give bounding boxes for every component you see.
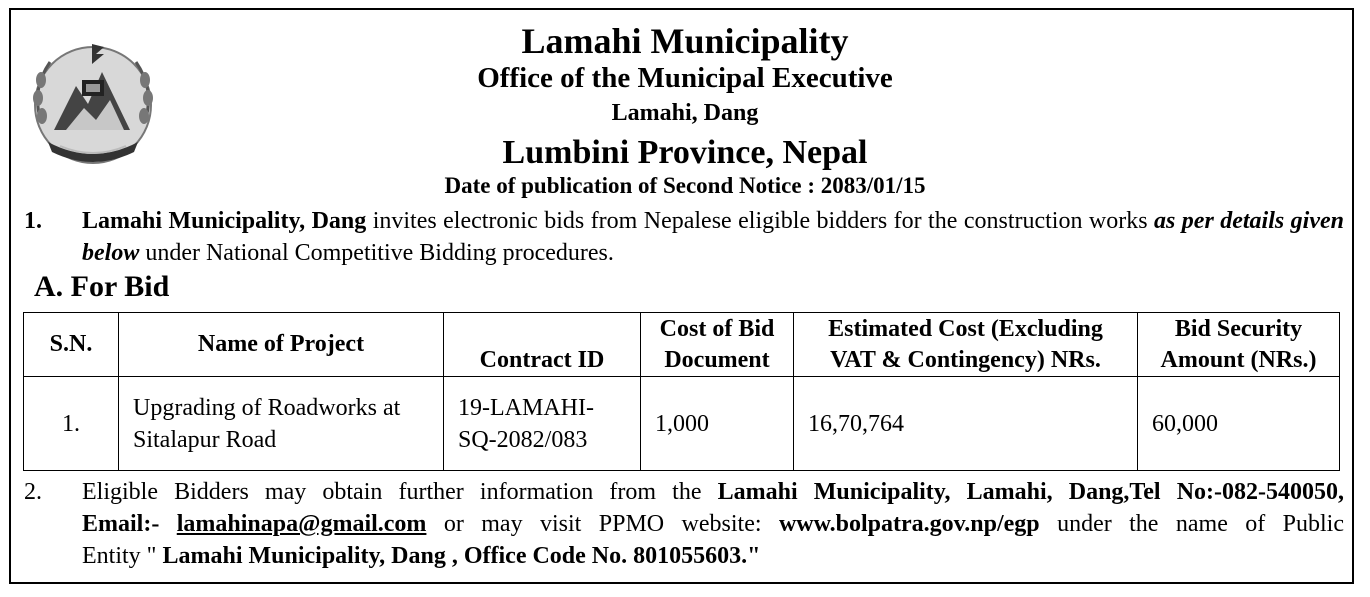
contract-id-line-2: SQ-2082/083 xyxy=(458,426,588,453)
clause-2-line-3 xyxy=(82,540,1344,572)
header-security-line-1: Bid Security xyxy=(1174,315,1303,342)
section-title: A. For Bid xyxy=(34,270,170,303)
cell-project-name xyxy=(119,377,444,471)
clause-1-text-a: invites electronic bids from Nepalese eligible bidders for the construction works xyxy=(366,208,1155,234)
website-link[interactable]: www.bolpatra.gov.np/egp xyxy=(778,511,1040,537)
project-name-line-1: Upgrading of Roadworks at xyxy=(133,394,401,421)
contact-details: Lamahi Municipality, Lamahi, Dang,Tel No:-082-540050, xyxy=(717,479,1344,505)
page-title: Lamahi Municipality xyxy=(521,21,849,61)
header-estimate-line-1: Estimated Cost (Excluding xyxy=(828,315,1103,342)
contract-id-line-1: 19-LAMAHI- xyxy=(458,394,594,421)
header-security-line-2: Amount (NRs.) xyxy=(1160,346,1317,373)
header-sn: S.N. xyxy=(24,313,119,377)
clause-2-text xyxy=(82,476,1344,572)
header-cost-line-1: Cost of Bid xyxy=(659,315,775,342)
clause-1-emphasis: as per details given below xyxy=(82,208,1344,266)
table-header-row xyxy=(24,313,1340,377)
email-label: Email:- xyxy=(82,511,177,537)
header-contract-id: Contract ID xyxy=(444,313,641,377)
header-project-name: Name of Project xyxy=(119,313,444,377)
clause-2-line-1-text: Eligible Bidders may obtain further information from the xyxy=(82,479,718,505)
header-estimated-cost xyxy=(794,313,1138,377)
header-estimate-line-2: VAT & Contingency) NRs. xyxy=(830,346,1101,373)
clause-2-number: 2. xyxy=(24,479,42,505)
clause-1-text xyxy=(82,205,1344,269)
office-name: Office of the Municipal Executive xyxy=(477,62,893,94)
cell-cost-of-bid-document: 1,000 xyxy=(641,377,794,471)
project-name-line-2: Sitalapur Road xyxy=(133,426,277,453)
clause-1-number: 1. xyxy=(24,208,42,234)
cell-contract-id xyxy=(444,377,641,471)
bid-table xyxy=(23,312,1340,471)
table-row xyxy=(24,377,1340,471)
header-bid-security xyxy=(1138,313,1340,377)
clause-2-line-2-tail: under the name of Public xyxy=(1039,511,1345,537)
clause-1-entity: Lamahi Municipality, Dang xyxy=(82,208,367,234)
clause-2-line-2-text: or may visit PPMO website: xyxy=(426,511,779,537)
publication-date: Date of publication of Second Notice : 2083/01/15 xyxy=(444,173,926,198)
cell-bid-security: 60,000 xyxy=(1138,377,1340,471)
header-cost-of-bid-document xyxy=(641,313,794,377)
header-cost-line-2: Document xyxy=(664,346,770,373)
cell-sn: 1. xyxy=(24,377,119,471)
public-entity-name: Lamahi Municipality, Dang , Office Code No. 801055603." xyxy=(156,543,761,569)
clause-1-text-b: under National Competitive Bidding procedures. xyxy=(139,240,614,266)
office-location: Lamahi, Dang xyxy=(611,100,759,126)
clause-2-line-2 xyxy=(82,508,1344,540)
clause-2-line-1 xyxy=(82,476,1344,508)
clause-2-line-3-text: Entity " xyxy=(82,543,157,569)
province-name: Lumbini Province, Nepal xyxy=(502,134,868,171)
cell-estimated-cost: 16,70,764 xyxy=(794,377,1138,471)
email-link[interactable]: lamahinapa@gmail.com xyxy=(176,511,427,537)
